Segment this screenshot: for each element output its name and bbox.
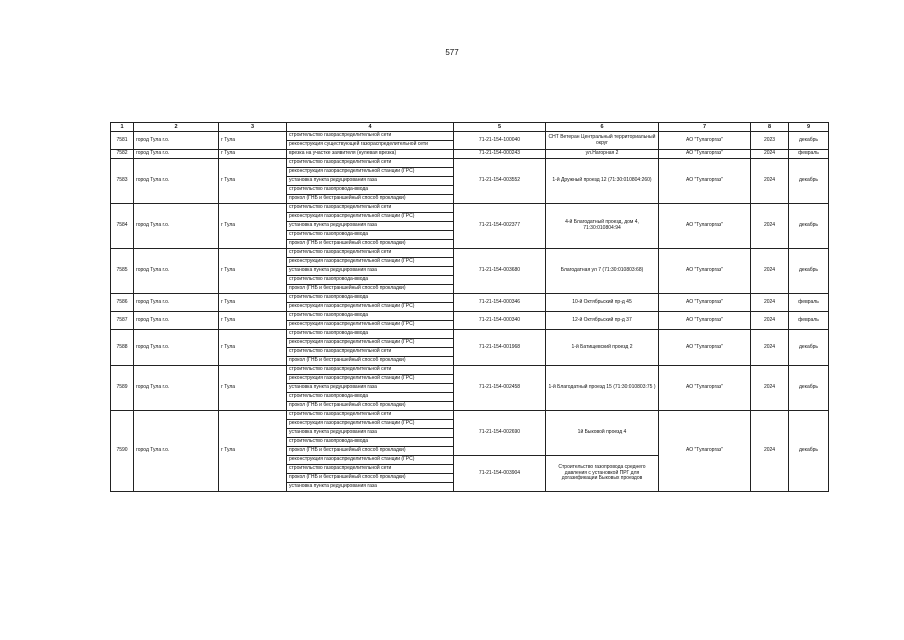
- work-type-cell: реконструкция газораспределительной станции (ГРС): [287, 258, 454, 267]
- work-type-cell: строительство газораспределительной сети: [287, 348, 454, 357]
- organization-cell: АО "Тулагоргаз": [659, 159, 751, 204]
- work-type-cell: строительство газопровода-ввода: [287, 231, 454, 240]
- address-cell: Строительство газопровода среднего давления с установкой ПРГ для догазификации Быковых проездов: [546, 456, 659, 492]
- work-type-cell: строительство газопровода-ввода: [287, 276, 454, 285]
- column-header-6: 6: [546, 123, 659, 132]
- city-cell: город Тула г.о.: [134, 312, 219, 330]
- table-row: [111, 294, 829, 303]
- year-cell: 2024: [751, 150, 789, 159]
- row-number: 7589: [111, 366, 134, 411]
- address-cell: 1-й Благодатный проезд 15 (71:30:010803:75 ): [546, 366, 659, 411]
- table-row: [111, 411, 829, 420]
- month-cell: декабрь: [789, 330, 829, 366]
- month-cell: февраль: [789, 312, 829, 330]
- month-cell: февраль: [789, 150, 829, 159]
- work-type-cell: строительство газопровода-ввода: [287, 294, 454, 303]
- column-header-4: 4: [287, 123, 454, 132]
- settlement-cell: г Тула: [219, 366, 287, 411]
- settlement-cell: г Тула: [219, 159, 287, 204]
- address-cell: 1-й Батищевский проезд 2: [546, 330, 659, 366]
- year-cell: 2023: [751, 132, 789, 150]
- year-cell: 2024: [751, 366, 789, 411]
- work-type-cell: реконструкция существующей газораспределительной сети: [287, 141, 454, 150]
- page-number: 577: [445, 48, 459, 57]
- work-type-cell: установка пункта редуцирования газа: [287, 222, 454, 231]
- organization-cell: АО "Тулагоргаз": [659, 132, 751, 150]
- address-cell: 1-й Дружный проезд 12 (71:30:010804:260): [546, 159, 659, 204]
- object-code-cell: 71-21-154-100040: [454, 132, 546, 150]
- object-code-cell: 71-21-154-000340: [454, 312, 546, 330]
- year-cell: 2024: [751, 249, 789, 294]
- city-cell: город Тула г.о.: [134, 411, 219, 492]
- table-row: [111, 132, 829, 141]
- organization-cell: АО "Тулагоргаз": [659, 366, 751, 411]
- city-cell: город Тула г.о.: [134, 294, 219, 312]
- column-header-3: 3: [219, 123, 287, 132]
- table-row: [111, 159, 829, 168]
- work-type-cell: строительство газораспределительной сети: [287, 204, 454, 213]
- settlement-cell: г Тула: [219, 312, 287, 330]
- organization-cell: АО "Тулагоргаз": [659, 312, 751, 330]
- work-type-cell: строительство газопровода-ввода: [287, 186, 454, 195]
- row-number: 7586: [111, 294, 134, 312]
- work-type-cell: прокол (ГНБ и бестраншейный способ прокладки): [287, 447, 454, 456]
- year-cell: 2024: [751, 312, 789, 330]
- work-type-cell: установка пункта редуцирования газа: [287, 267, 454, 276]
- table-row: [111, 330, 829, 339]
- header-row: [111, 123, 829, 132]
- address-cell: Благодатная ул 7 (71:30:010803:68): [546, 249, 659, 294]
- work-type-cell: врезка на участке заявителя (нулевая врезка): [287, 150, 454, 159]
- object-code-cell: 71-21-154-003552: [454, 159, 546, 204]
- table-row: [111, 366, 829, 375]
- work-type-cell: строительство газопровода-ввода: [287, 393, 454, 402]
- month-cell: декабрь: [789, 132, 829, 150]
- row-number: 7582: [111, 150, 134, 159]
- work-type-cell: строительство газопровода-ввода: [287, 330, 454, 339]
- work-type-cell: строительство газораспределительной сети: [287, 159, 454, 168]
- row-number: 7587: [111, 312, 134, 330]
- address-cell: 10-й Октябрьский пр-д 45: [546, 294, 659, 312]
- work-type-cell: строительство газораспределительной сети: [287, 249, 454, 258]
- work-type-cell: строительство газораспределительной сети: [287, 132, 454, 141]
- column-header-1: 1: [111, 123, 134, 132]
- work-type-cell: строительство газопровода-ввода: [287, 312, 454, 321]
- work-type-cell: установка пункта редуцирования газа: [287, 177, 454, 186]
- work-type-cell: установка пункта редуцирования газа: [287, 384, 454, 393]
- month-cell: декабрь: [789, 411, 829, 492]
- organization-cell: АО "Тулагоргаз": [659, 294, 751, 312]
- year-cell: 2024: [751, 204, 789, 249]
- year-cell: 2024: [751, 159, 789, 204]
- organization-cell: АО "Тулагоргаз": [659, 411, 751, 492]
- city-cell: город Тула г.о.: [134, 249, 219, 294]
- row-number: 7588: [111, 330, 134, 366]
- table-row: [111, 150, 829, 159]
- settlement-cell: г Тула: [219, 294, 287, 312]
- row-number: 7584: [111, 204, 134, 249]
- table-row: [111, 204, 829, 213]
- city-cell: город Тула г.о.: [134, 366, 219, 411]
- work-type-cell: реконструкция газораспределительной станции (ГРС): [287, 375, 454, 384]
- column-header-7: 7: [659, 123, 751, 132]
- object-code-cell: 71-21-154-002690: [454, 411, 546, 456]
- month-cell: декабрь: [789, 249, 829, 294]
- month-cell: декабрь: [789, 366, 829, 411]
- work-type-cell: реконструкция газораспределительной станции (ГРС): [287, 321, 454, 330]
- month-cell: декабрь: [789, 204, 829, 249]
- work-type-cell: прокол (ГНБ и бестраншейный способ прокладки): [287, 195, 454, 204]
- month-cell: февраль: [789, 294, 829, 312]
- column-header-2: 2: [134, 123, 219, 132]
- object-code-cell: 71-21-154-003680: [454, 249, 546, 294]
- column-header-9: 9: [789, 123, 829, 132]
- row-number: 7583: [111, 159, 134, 204]
- object-code-cell: 71-21-154-003904: [454, 456, 546, 492]
- city-cell: город Тула г.о.: [134, 204, 219, 249]
- work-type-cell: прокол (ГНБ и бестраншейный способ прокладки): [287, 240, 454, 249]
- work-type-cell: прокол (ГНБ и бестраншейный способ прокладки): [287, 285, 454, 294]
- row-number: 7581: [111, 132, 134, 150]
- object-code-cell: 71-21-154-000243: [454, 150, 546, 159]
- column-header-5: 5: [454, 123, 546, 132]
- settlement-cell: г Тула: [219, 411, 287, 492]
- work-type-cell: реконструкция газораспределительной станции (ГРС): [287, 213, 454, 222]
- organization-cell: АО "Тулагоргаз": [659, 330, 751, 366]
- settlement-cell: г Тула: [219, 204, 287, 249]
- year-cell: 2024: [751, 330, 789, 366]
- work-type-cell: строительство газораспределительной сети: [287, 465, 454, 474]
- work-type-cell: установка пункта редуцирования газа: [287, 429, 454, 438]
- row-number: 7590: [111, 411, 134, 492]
- address-cell: 1й Быковой проезд 4: [546, 411, 659, 456]
- work-type-cell: реконструкция газораспределительной станции (ГРС): [287, 168, 454, 177]
- work-type-cell: реконструкция газораспределительной станции (ГРС): [287, 456, 454, 465]
- work-type-cell: прокол (ГНБ и бестраншейный способ прокладки): [287, 357, 454, 366]
- object-code-cell: 71-21-154-000346: [454, 294, 546, 312]
- object-code-cell: 71-21-154-002458: [454, 366, 546, 411]
- work-type-cell: реконструкция газораспределительной станции (ГРС): [287, 420, 454, 429]
- year-cell: 2024: [751, 294, 789, 312]
- object-code-cell: 71-21-154-001968: [454, 330, 546, 366]
- organization-cell: АО "Тулагоргаз": [659, 249, 751, 294]
- settlement-cell: г Тула: [219, 330, 287, 366]
- work-type-cell: строительство газопровода-ввода: [287, 438, 454, 447]
- table-row: [111, 312, 829, 321]
- city-cell: город Тула г.о.: [134, 150, 219, 159]
- work-type-cell: строительство газораспределительной сети: [287, 411, 454, 420]
- work-type-cell: строительство газораспределительной сети: [287, 366, 454, 375]
- year-cell: 2024: [751, 411, 789, 492]
- month-cell: декабрь: [789, 159, 829, 204]
- table-row: [111, 249, 829, 258]
- address-cell: ул.Нагорная 2: [546, 150, 659, 159]
- settlement-cell: г Тула: [219, 249, 287, 294]
- work-type-cell: прокол (ГНБ и бестраншейный способ прокладки): [287, 402, 454, 411]
- settlement-cell: г Тула: [219, 150, 287, 159]
- city-cell: город Тула г.о.: [134, 132, 219, 150]
- address-cell: 4-й Благодатный проезд, дом 4, 71:30:010804:94: [546, 204, 659, 249]
- work-type-cell: прокол (ГНБ и бестраншейный способ прокладки): [287, 474, 454, 483]
- column-header-8: 8: [751, 123, 789, 132]
- organization-cell: АО "Тулагоргаз": [659, 204, 751, 249]
- work-type-cell: установка пункта редуцирования газа: [287, 483, 454, 492]
- organization-cell: АО "Тулагоргаз": [659, 150, 751, 159]
- city-cell: город Тула г.о.: [134, 330, 219, 366]
- row-number: 7585: [111, 249, 134, 294]
- address-cell: СНТ Ветеран Центральный территориальный округ: [546, 132, 659, 150]
- city-cell: город Тула г.о.: [134, 159, 219, 204]
- object-code-cell: 71-21-154-002377: [454, 204, 546, 249]
- address-cell: 12-й Октябрьский пр-д 37: [546, 312, 659, 330]
- register-table: [110, 122, 829, 492]
- settlement-cell: г Тула: [219, 132, 287, 150]
- work-type-cell: реконструкция газораспределительной станции (ГРС): [287, 339, 454, 348]
- work-type-cell: реконструкция газораспределительной станции (ГРС): [287, 303, 454, 312]
